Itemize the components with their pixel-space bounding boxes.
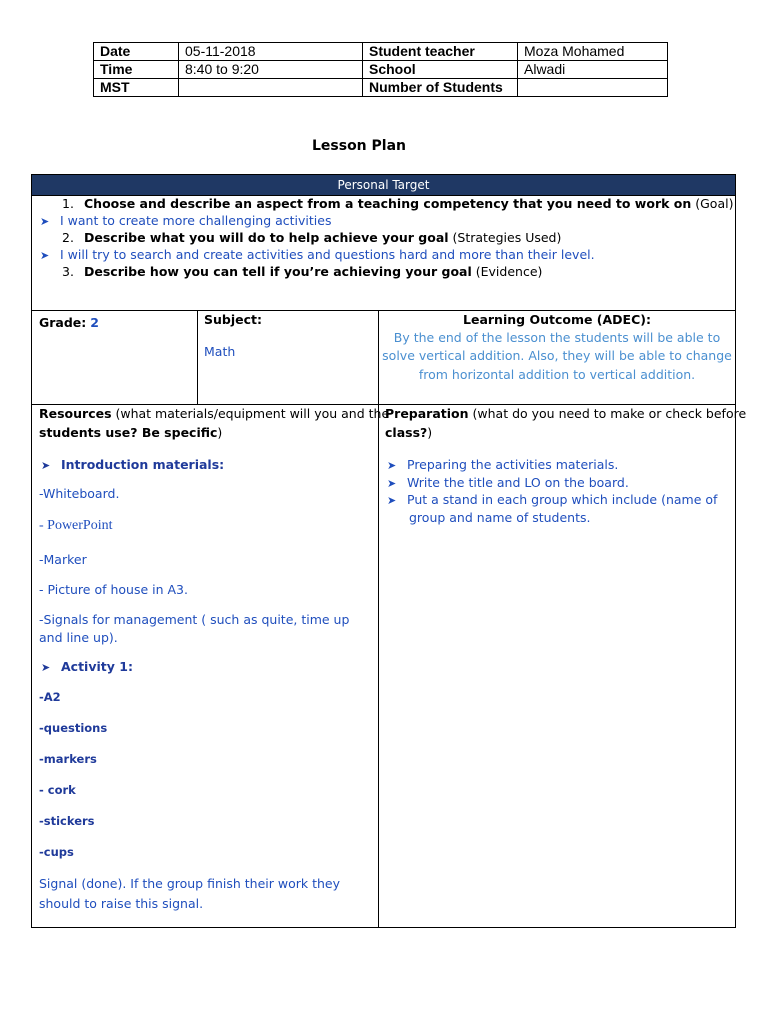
grade-cell [39,315,99,330]
arrow-bullet-icon: ➤ [40,249,50,262]
activity-item: -markers [39,752,97,766]
preparation-item-text: Preparing the activities materials. [407,457,619,472]
activity-item: -A2 [39,690,61,704]
info-row-date [94,43,668,61]
q1-text: Choose and describe an aspect from a teaching competency that you need to work on [84,196,692,211]
lesson-plan-frame [31,174,736,928]
activity-item: -questions [39,721,108,735]
arrow-bullet-icon: ➤ [387,459,397,472]
date-value: 05-11-2018 [179,43,363,61]
arrow-bullet-icon: ➤ [387,494,397,507]
preparation-heading [385,406,746,421]
preparation-title: Preparation [385,406,469,421]
signal-note: should to raise this signal. [39,896,204,911]
divider [197,310,198,404]
q2-tag: (Strategies Used) [448,230,562,245]
divider [31,404,736,405]
arrow-bullet-icon: ➤ [41,459,51,472]
preparation-item-continued: group and name of students. [409,510,591,525]
resources-desc-bold: students use? Be specific [39,425,218,440]
activity-item: - cork [39,783,76,797]
target-answer-1 [40,213,331,228]
signal-note: Signal (done). If the group finish their work they [39,876,341,891]
target-question-3 [62,264,542,279]
intro-materials-label: Introduction materials: [61,457,225,472]
arrow-bullet-icon: ➤ [41,661,51,674]
resource-item: -Marker [39,552,87,567]
date-label: Date [94,43,179,61]
mst-value [179,79,363,97]
grade-label: Grade: [39,315,87,330]
target-answer-2 [40,247,595,262]
student-teacher-label: Student teacher [363,43,518,61]
a2-text: I will try to search and create activities and questions hard and more than their level. [60,247,595,262]
divider [31,310,736,311]
resources-desc-end: ) [217,425,223,440]
learning-outcome-label: Learning Outcome (ADEC): [463,312,651,327]
page-title: Lesson Plan [311,138,406,154]
resource-item: -Signals for management ( such as quite, time up [39,612,350,627]
preparation-desc: (what do you need to make or check before [468,406,747,421]
preparation-item-text: Put a stand in each group which include (name of [407,492,718,507]
grade-value: 2 [90,315,99,330]
q2-text: Describe what you will do to help achieve your goal [84,230,449,245]
q3-number: 3. [62,264,74,279]
time-value: 8:40 to 9:20 [179,61,363,79]
lesson-info-table [93,42,668,97]
learning-outcome-line: from horizontal addition to vertical addition. [418,367,696,382]
target-question-1 [62,196,733,211]
preparation-item [387,492,717,507]
q3-text: Describe how you can tell if you’re achieving your goal [84,264,472,279]
resource-item: - PowerPoint [39,518,113,533]
mst-label: MST [94,79,179,97]
preparation-item [387,457,618,472]
student-teacher-value: Moza Mohamed [518,43,668,61]
resource-item: -Whiteboard. [39,486,120,501]
subject-value: Math [204,344,236,359]
q1-tag: (Goal) [691,196,734,211]
arrow-bullet-icon: ➤ [40,215,50,228]
activity-1-heading [41,659,133,674]
info-row-mst [94,79,668,97]
number-of-students-label: Number of Students [363,79,518,97]
school-value: Alwadi [518,61,668,79]
preparation-item-text: Write the title and LO on the board. [407,475,629,490]
subject-label: Subject: [204,312,262,327]
time-label: Time [94,61,179,79]
school-label: School [363,61,518,79]
q2-number: 2. [62,230,74,245]
activity-item: -stickers [39,814,95,828]
preparation-desc-end: ) [427,425,433,440]
info-row-time [94,61,668,79]
personal-target-heading: Personal Target [32,175,735,195]
q3-tag: (Evidence) [471,264,543,279]
q1-number: 1. [62,196,74,211]
a1-text: I want to create more challenging activities [60,213,332,228]
resources-heading [39,406,389,421]
resource-item: - Picture of house in A3. [39,582,188,597]
learning-outcome-line: By the end of the lesson the students will be able to [393,330,721,345]
preparation-item [387,475,629,490]
resource-item: and line up). [39,630,118,645]
number-of-students-value [518,79,668,97]
resources-heading-line2 [39,425,222,440]
preparation-heading-line2 [385,425,432,440]
resources-desc: (what materials/equipment will you and the [111,406,390,421]
activity-item: -cups [39,845,74,859]
preparation-desc-bold: class? [385,425,428,440]
divider [378,310,379,928]
activity-1-label: Activity 1: [61,659,133,674]
intro-materials-heading [41,457,224,472]
target-question-2 [62,230,561,245]
arrow-bullet-icon: ➤ [387,477,397,490]
resources-title: Resources [39,406,112,421]
learning-outcome-line: solve vertical addition. Also, they will be able to change [382,348,732,363]
